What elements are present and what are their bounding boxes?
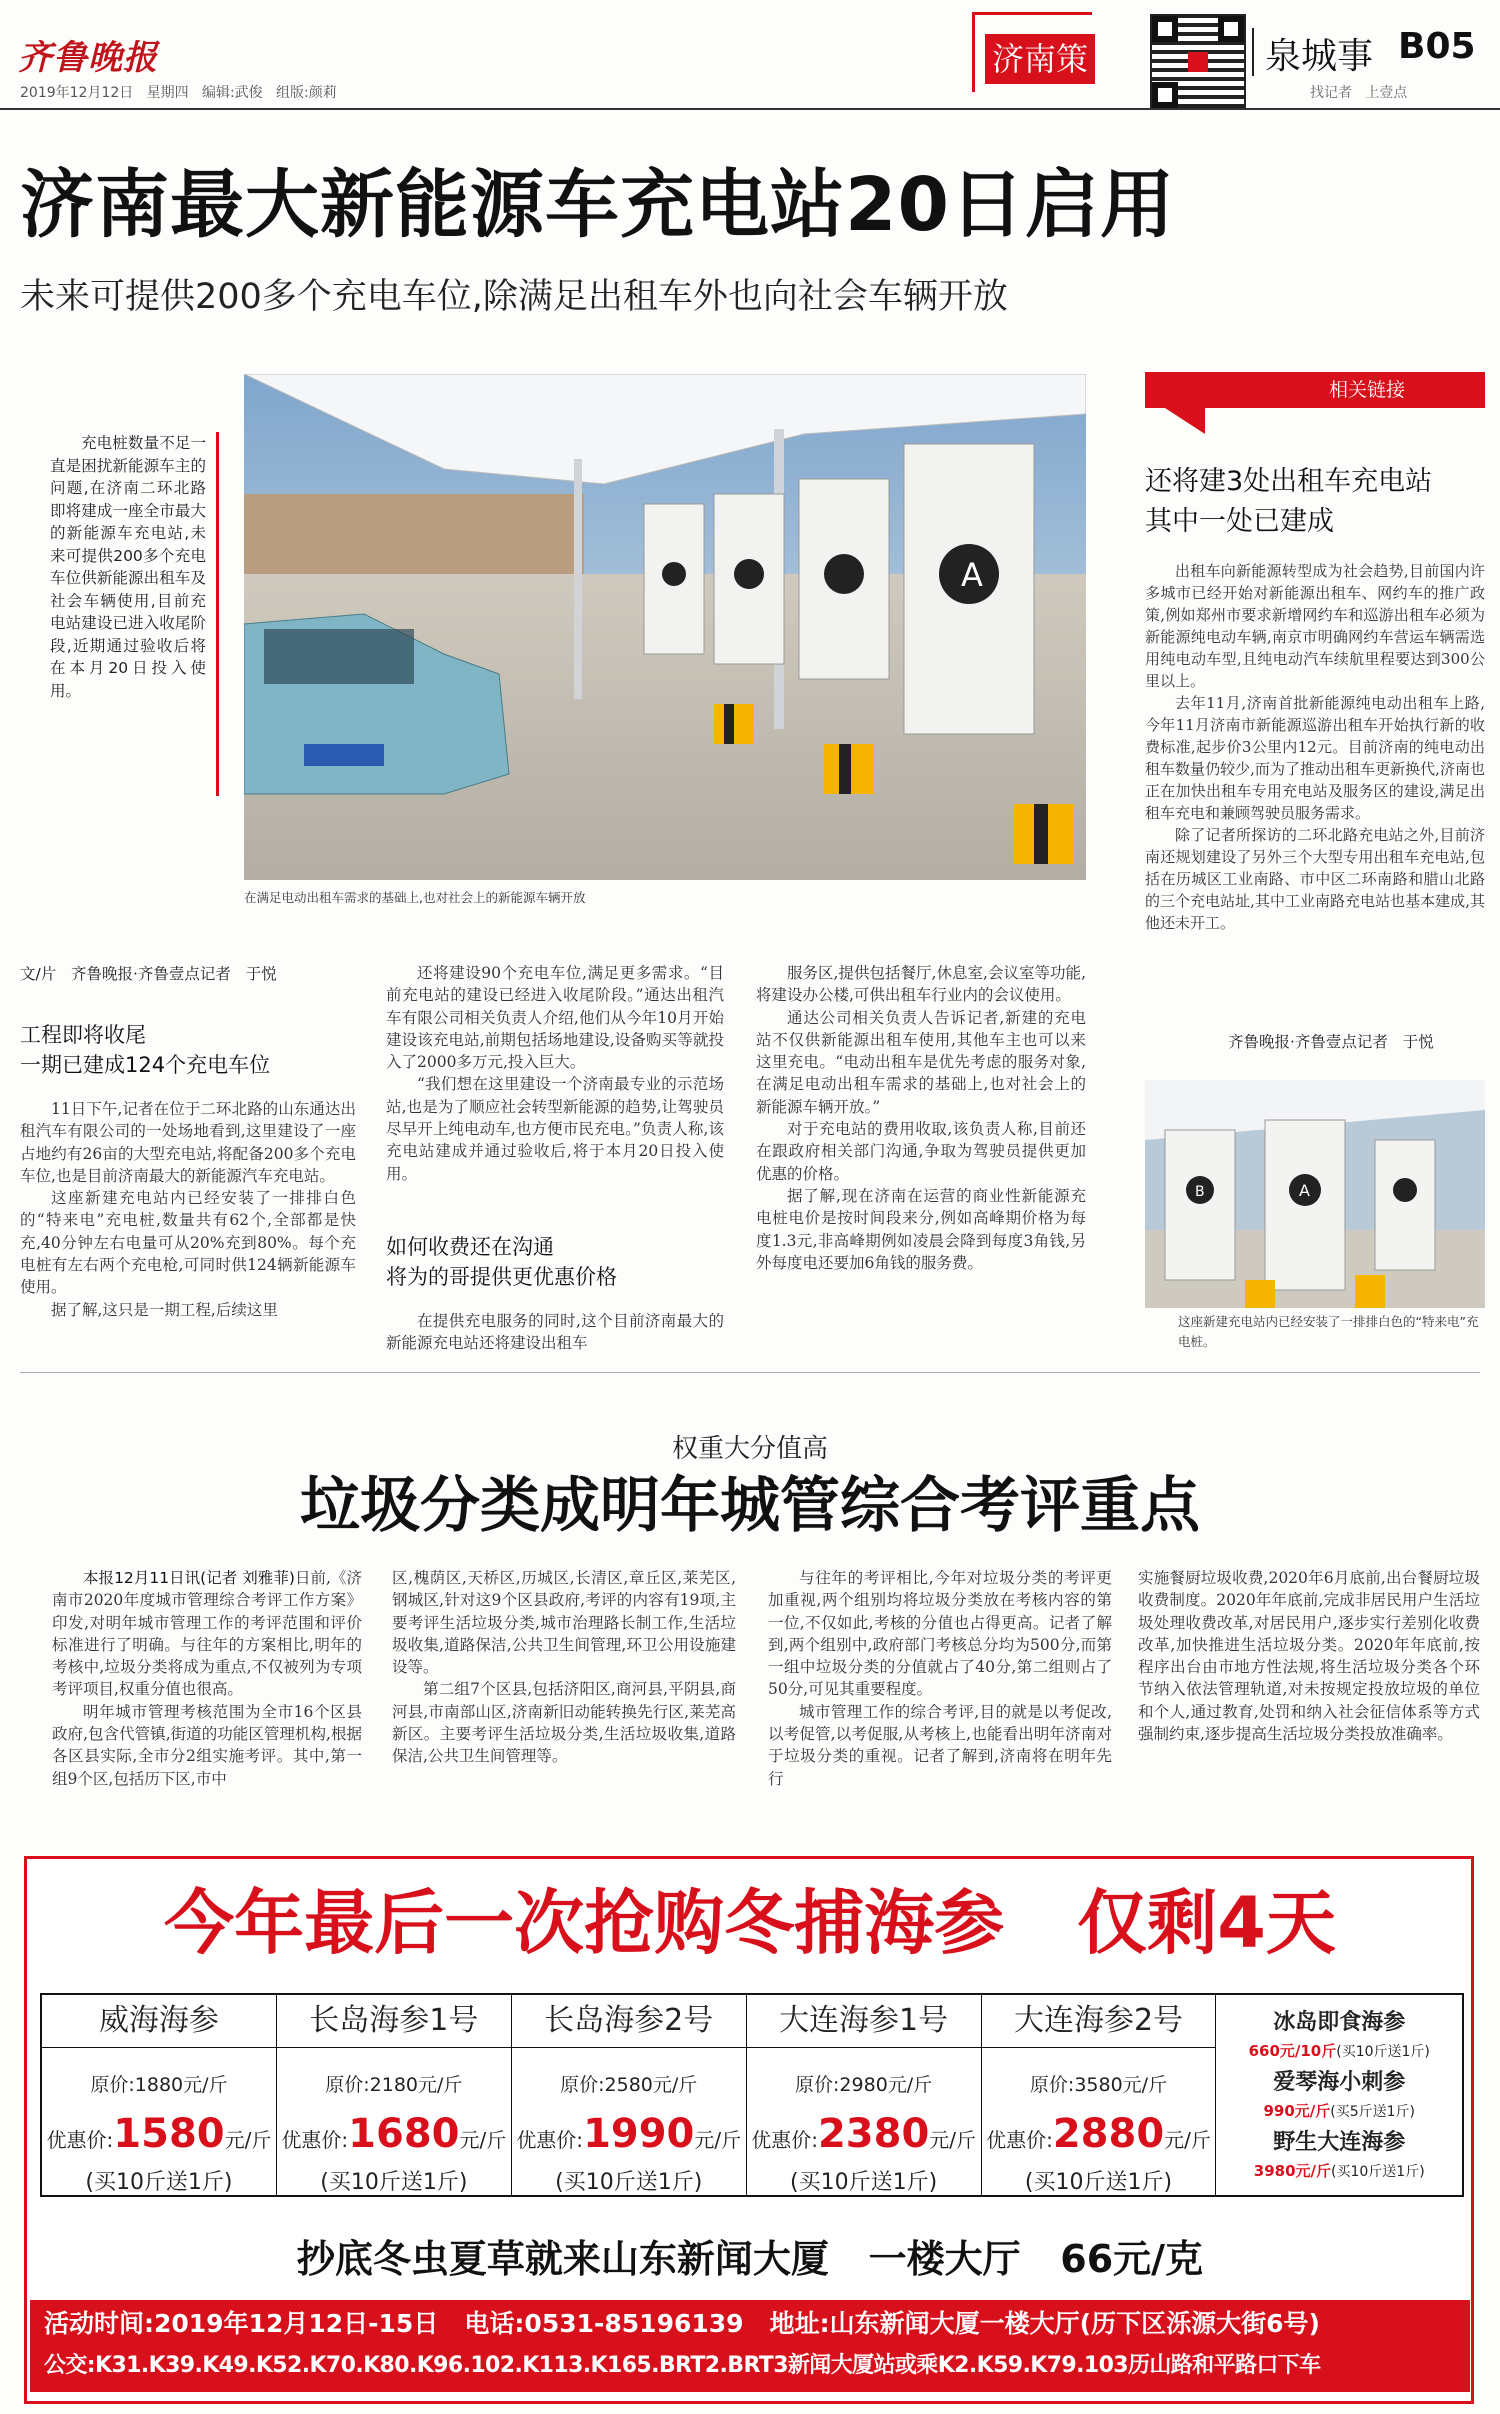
second-column-4: [1138, 1567, 1480, 1865]
svg-text:A: A: [961, 556, 983, 594]
related-tag-label: 相关链接: [1328, 379, 1405, 401]
product-cell: [747, 1995, 982, 2195]
extra-products-cell: [1216, 1995, 1462, 2195]
extra-product-price: 660元/10斤(买10斤送1斤): [1248, 2042, 1430, 2060]
extra-product-name: 冰岛即食海参: [1273, 2010, 1406, 2035]
paragraph: 除了记者所探访的二环北路充电站之外,目前济南还规划建设了另外三个大型专用出租车充电站,包括在历城区工业南路、市中区二环南路和腊山北路的三个充电站址,其中工业南路充电站也基本建成,其他还未开工。: [1145, 826, 1485, 932]
product-sale-price: 优惠价:2880元/斤: [986, 2111, 1211, 2157]
paragraph: 明年城市管理考核范围为全市16个区县政府,包含代管镇,街道的功能区管理机构,根据各区县实际,全市分2组实施考评。其中,第一组9个区,包括历下区,市中: [52, 1702, 362, 1788]
product-name: 威海海参: [42, 1995, 276, 2048]
product-gift: (买10斤送1斤): [555, 2170, 703, 2195]
masthead-rule: [0, 108, 1500, 110]
product-name: 长岛海参2号: [512, 1995, 746, 2048]
paragraph: 据了解,这只是一期工程,后续这里: [51, 1300, 278, 1319]
paragraph: 据了解,现在济南在运营的商业性新能源充电桩电价是按时间段来分,例如高峰期价格为每度1.3元,非高峰期例如凌晨会降到每度3角钱,另外每度电还要加6角钱的服务费。: [756, 1186, 1086, 1272]
newspaper-logo: 齐鲁晚报: [18, 38, 158, 78]
related-photo: [1145, 1080, 1485, 1308]
header-slogan: 找记者 上壹点: [1310, 85, 1408, 101]
second-byline: 本报12月11日讯(记者 刘雅菲): [83, 1569, 295, 1587]
extra-product-name: 野生大连海参: [1273, 2130, 1406, 2155]
product-cell: [277, 1995, 512, 2195]
paragraph: 通达公司相关负责人告诉记者,新建的充电站不仅供新能源出租车使用,其他车主也可以来这里充电。“电动出租车是优先考虑的服务对象,在满足电动出租车需求的基础上,也对社会上的新能源车辆开放。”: [756, 1008, 1086, 1116]
section-badge-bracket-top: [972, 12, 1092, 15]
product-original-price: 原价:2980元/斤: [795, 2074, 933, 2096]
ad-bus-line: 公交:K31.K39.K49.K52.K70.K80.K96.102.K113.K165.BRT2.BRT3新闻大厦站或乘K2.K59.K79.103历山路和平路口下车: [44, 2353, 1321, 2378]
lead-photo-caption: 在满足电动出租车需求的基础上,也对社会上的新能源车辆开放: [244, 890, 586, 905]
lead-photo: [244, 374, 1086, 880]
product-gift: (买10斤送1斤): [1024, 2170, 1173, 2195]
paragraph: 本报12月11日讯(记者 刘雅菲)日前,《济南市2020年度城市管理综合考评工作方案》印发,对明年城市管理工作的考评范围和评价标准进行了明确。与往年的方案相比,明年的考核中,垃圾分类将成为重点,不仅被列为专项考评项目,权重分值也很高。: [52, 1569, 362, 1699]
lead-subheadline: 未来可提供200多个充电车位,除满足出租车外也向社会车辆开放: [20, 277, 1008, 317]
related-photo-caption: 这座新建充电站内已经安装了一排排白色的“特来电”充电桩。: [1178, 1314, 1479, 1349]
second-kicker: 权重大分值高: [671, 1434, 828, 1464]
lead-column-3: [756, 962, 1086, 1358]
ad-headline: 今年最后一次抢购冬捕海参 仅剩4天: [164, 1882, 1336, 1964]
paragraph: 第二组7个区县,包括济阳区,商河县,平阴县,商河县,市南部山区,济南新旧动能转换先行区,莱芜高新区。主要考评生活垃圾分类,生活垃圾收集,道路保洁,公共卫生间管理等。: [392, 1680, 736, 1766]
ad-price-table: [40, 1993, 1464, 2197]
product-cell: [512, 1995, 747, 2195]
lead-byline: 文/片 齐鲁晚报·齐鲁壹点记者 于悦: [20, 965, 277, 983]
extra-product-price: 990元/斤(买5斤送1斤): [1263, 2102, 1416, 2120]
lead-subhead-1: [20, 1020, 270, 1080]
paragraph: 出租车向新能源转型成为社会趋势,目前国内许多城市已经开始对新能源出租车、网约车的推广政策,例如郑州市要求新增网约车和巡游出租车必须为新能源纯电动车辆,南京市明确网约车营运车辆需选用纯电动车型,且纯电动汽车续航里程要达到300公里以上。: [1145, 562, 1485, 690]
ad-footer-bar: [30, 2300, 1470, 2392]
lead-subhead-1-line-2: 一期已建成124个充电车位: [20, 1053, 271, 1077]
product-name: 大连海参1号: [747, 1995, 981, 2048]
second-column-1: [52, 1567, 362, 1865]
svg-text:B: B: [1195, 1184, 1205, 1200]
related-title-line-1: 还将建3处出租车充电站: [1145, 466, 1433, 497]
product-original-price: 原价:2180元/斤: [325, 2074, 463, 2096]
paragraph: “我们想在这里建设一个济南最专业的示范场站,也是为了顺应社会转型新能源的趋势,让驾驶员尽早开上纯电动车,也方便市民充电。”负责人称,该充电站建成并通过验收后,将于本月20日投入使用。: [386, 1075, 724, 1183]
related-body: [1145, 560, 1485, 1020]
second-column-3: [768, 1567, 1112, 1865]
lead-column-2: [386, 962, 724, 1222]
summary-box: [42, 432, 219, 796]
product-original-price: 原价:2580元/斤: [560, 2074, 698, 2096]
related-title: [1145, 462, 1432, 542]
product-gift: (买10斤送1斤): [790, 2170, 938, 2195]
paragraph: 与往年的考评相比,今年对垃圾分类的考评更加重视,两个组别均将垃圾分类放在考核内容的第一位,不仅如此,考核的分值也占得更高。记者了解到,两个组别中,政府部门考核总分均为500分,而第一组中垃圾分类的分值就占了40分,第二组则占了50分,可见其重要程度。: [768, 1569, 1112, 1699]
extra-product-name: 爱琴海小刺参: [1273, 2070, 1406, 2095]
summary-text: 充电桩数量不足一直是困扰新能源车主的问题,在济南二环北路即将建成一座全市最大的新能源车充电站,未来可提供200多个充电车位供新能源出租车及社会车辆使用,目前充电站建设已进入收尾阶段,近期通过验收后将在本月20日投入使用。: [50, 434, 206, 700]
page-number: B05: [1398, 26, 1476, 67]
product-cell: [982, 1995, 1217, 2195]
paragraph: 实施餐厨垃圾收费,2020年6月底前,出台餐厨垃圾收费制度。2020年年底前,完成非居民用户生活垃圾处理收费改革,对居民用户,逐步实行差别化收费改革,加快推进生活垃圾分类。2020年年底前,按程序出台由市地方性法规,将生活垃圾分类各个环节纳入依法管理轨道,对未按规定投放垃圾的单位和个人,通过教育,处罚和纳入社会征信体系等方式强制约束,逐步提高生活垃圾分类投放准确率。: [1138, 1569, 1480, 1744]
lead-subhead-2-line-2: 将为的哥提供更优惠价格: [386, 1265, 617, 1289]
related-title-line-2: 其中一处已建成: [1145, 506, 1334, 537]
product-original-price: 原价:3580元/斤: [1029, 2074, 1168, 2096]
page-name: 泉城事: [1265, 36, 1374, 77]
ad-event-line: 活动时间:2019年12月12日-15日 电话:0531-85196139 地址:山东新闻大厦一楼大厅(历下区泺源大街6号): [44, 2309, 1320, 2338]
section-badge: 济南策: [985, 34, 1095, 84]
product-sale-price: 优惠价:1680元/斤: [281, 2111, 507, 2157]
product-sale-price: 优惠价:1580元/斤: [46, 2111, 272, 2157]
paragraph: 还将建设90个充电车位,满足更多需求。“目前充电站的建设已经进入收尾阶段。”通达出租汽车有限公司相关负责人介绍,他们从今年10月开始建设该充电站,前期包括场地建设,设备购买等就投入了2000多万元,投入巨大。: [386, 964, 724, 1072]
masthead: [0, 0, 1500, 110]
paragraph: 这座新建充电站内已经安装了一排排白色的“特来电”充电桩,数量共有62个,全部都是快充,40分钟左右电量可从20%充到80%。每个充电桩有左右两个充电枪,可同时供124辆新能源车使用。: [20, 1189, 356, 1297]
lead-subhead-1-line-1: 工程即将收尾: [20, 1023, 146, 1047]
paragraph: 城市管理工作的综合考评,目的就是以考促改,以考促管,以考促服,从考核上,也能看出明年济南对于垃圾分类的重视。记者了解到,济南将在明年先行: [768, 1702, 1112, 1788]
product-name: 大连海参2号: [982, 1995, 1216, 2048]
section-divider: [20, 1372, 1480, 1373]
qr-code: [1150, 14, 1246, 110]
product-sale-price: 优惠价:1990元/斤: [516, 2111, 742, 2157]
paragraph: 服务区,提供包括餐厅,休息室,会议室等功能,将建设办公楼,可供出租车行业内的会议使用。: [756, 964, 1086, 1005]
extra-product-price: 3980元/斤(买10斤送1斤): [1253, 2162, 1425, 2180]
paragraph: 区,槐荫区,天桥区,历城区,长清区,章丘区,莱芜区,钢城区,针对这9个区县政府,考评的内容有19项,主要考评生活垃圾分类,城市治理路长制工作,生活垃圾收集,道路保洁,公共卫生间管理,环卫公用设施建设等。: [392, 1569, 736, 1677]
date-line: 2019年12月12日 星期四 编辑:武俊 组版:颜莉: [20, 85, 337, 101]
lead-headline: 济南最大新能源车充电站20日启用: [20, 162, 1175, 248]
lead-column-1: [20, 1098, 356, 1358]
related-tag-wedge: [1165, 408, 1205, 434]
product-gift: (买10斤送1斤): [320, 2170, 468, 2195]
product-cell: [42, 1995, 277, 2195]
section-badge-bracket: [972, 12, 975, 92]
paragraph: 在提供充电服务的同时,这个目前济南最大的新能源充电站还将建设出租车: [386, 1312, 724, 1353]
charging-station-photo: [244, 374, 1086, 880]
product-original-price: 原价:1880元/斤: [90, 2074, 228, 2096]
paragraph: 去年11月,济南首批新能源纯电动出租车上路,今年11月济南市新能源巡游出租车开始执行新的收费标准,起步价3公里内12元。目前济南的纯电动出租车数量仍较少,而为了推动出租车更新换代,济南也正在加快出租车专用充电站及服务区的建设,满足出租车充电和兼顾驾驶员服务需求。: [1145, 694, 1485, 822]
svg-text:A: A: [1299, 1181, 1310, 1200]
related-byline: 齐鲁晚报·齐鲁壹点记者 于悦: [1228, 1033, 1434, 1051]
ad-cordyceps-line: 抄底冬虫夏草就来山东新闻大厦 一楼大厅 66元/克: [296, 2237, 1204, 2281]
product-gift: (买10斤送1斤): [85, 2170, 233, 2195]
second-column-2: [392, 1567, 736, 1865]
product-sale-price: 优惠价:2380元/斤: [751, 2111, 977, 2157]
product-name: 长岛海参1号: [277, 1995, 511, 2048]
lead-column-2b: [386, 1310, 724, 1358]
header-divider: [1252, 28, 1254, 76]
related-tag: [1145, 372, 1485, 408]
paragraph: 11日下午,记者在位于二环北路的山东通达出租汽车有限公司的一处场地看到,这里建设了一座占地约有26亩的大型充电站,将配备200多个充电车位,也是目前济南最大的新能源汽车充电站。: [20, 1100, 356, 1185]
charger-closeup-photo: [1145, 1080, 1485, 1308]
paragraph: 对于充电站的费用收取,该负责人称,目前还在跟政府相关部门沟通,争取为驾驶员提供更加优惠的价格。: [756, 1120, 1086, 1183]
second-headline: 垃圾分类成明年城管综合考评重点: [300, 1471, 1200, 1541]
lead-subhead-2-line-1: 如何收费还在沟通: [386, 1235, 554, 1259]
lead-subhead-2: [386, 1232, 617, 1292]
